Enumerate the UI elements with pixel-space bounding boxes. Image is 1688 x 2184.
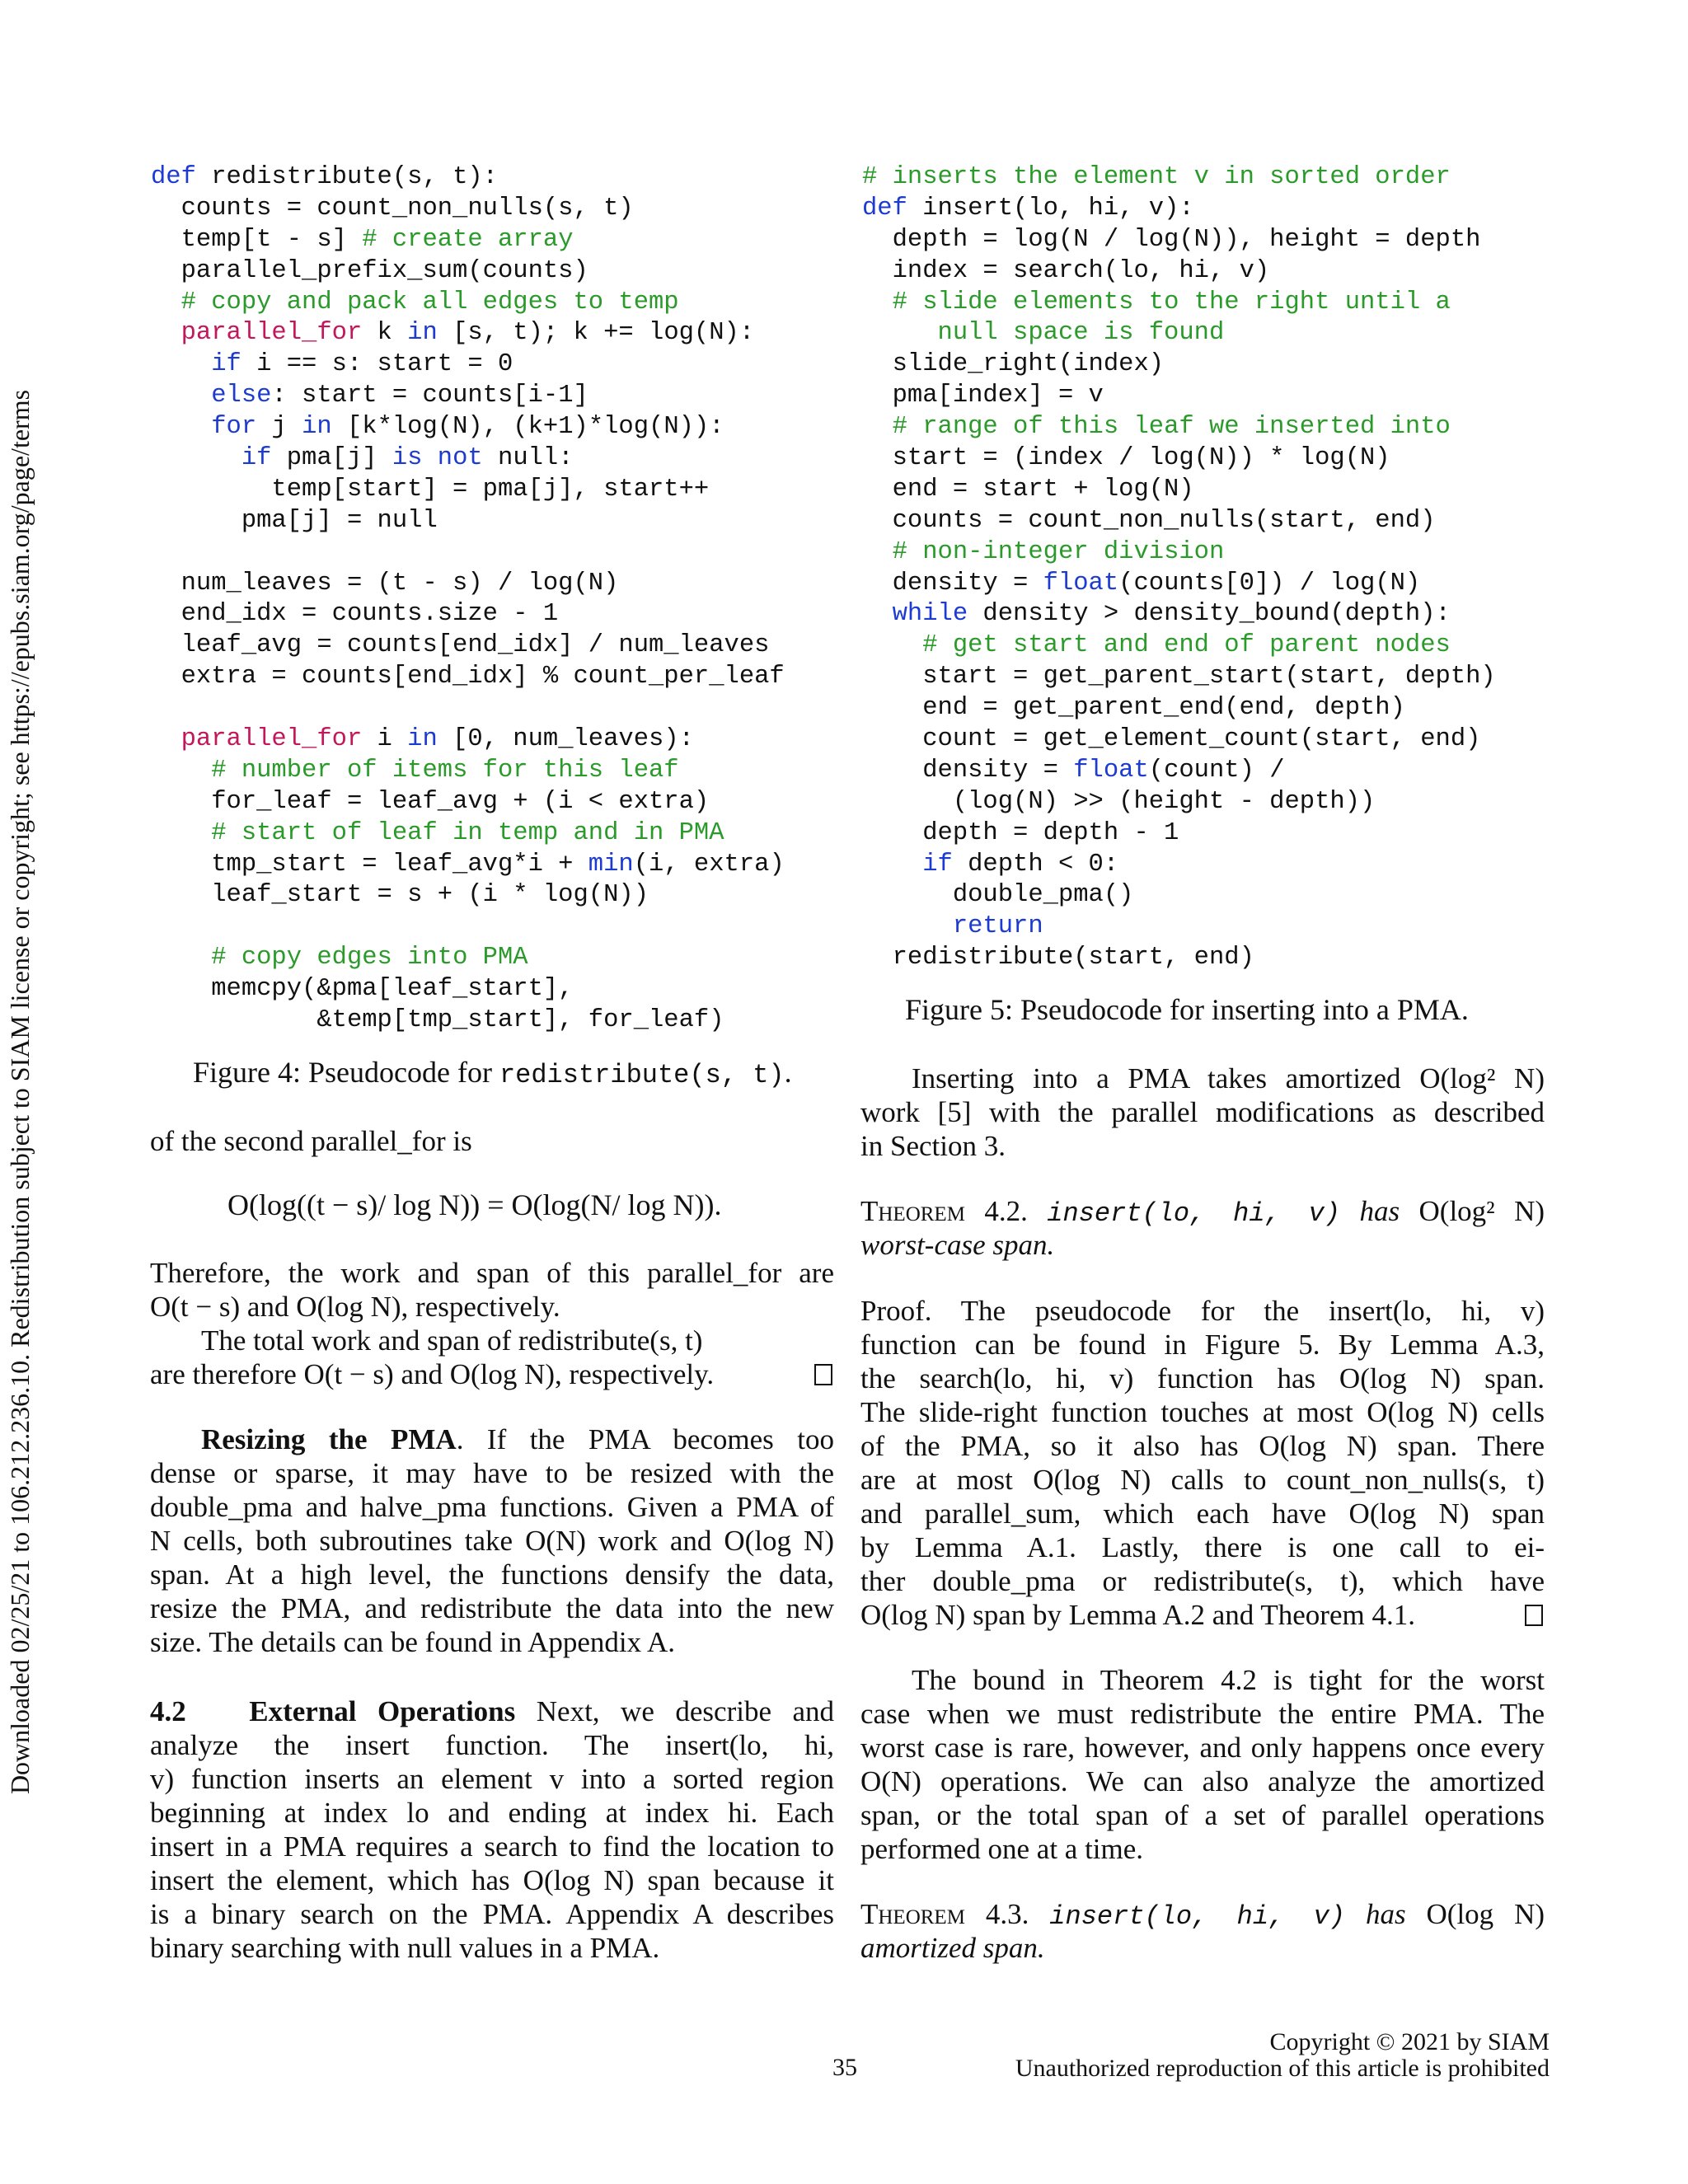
- code-line: counts = count_non_nulls(s, t): [151, 194, 634, 223]
- code-line: def redistribute(s, t):: [151, 163, 498, 191]
- code-line: for j in [k*log(N), (k+1)*log(N)):: [211, 413, 724, 442]
- right-line: function can be found in Figure 5. By Lemma A.3,: [860, 1329, 1545, 1361]
- resize-heading: Resizing the PMA: [201, 1423, 457, 1455]
- external-ops-paragraph: [150, 1694, 834, 1965]
- code-line: leaf_avg = counts[end_idx] / num_leaves: [151, 631, 770, 660]
- code-line: # number of items for this leaf: [211, 756, 679, 785]
- resize-line-1: [150, 1422, 834, 1456]
- code-line: start = (index / log(N)) * log(N): [862, 444, 1390, 473]
- figure4-caption-text: Figure 4: Pseudocode for: [193, 1056, 499, 1089]
- code-line: def insert(lo, hi, v):: [862, 194, 1194, 223]
- right-line: span, or the total span of a set of parallel operations: [860, 1799, 1545, 1831]
- right-line: by Lemma A.1. Lastly, there is one call to ei-: [860, 1531, 1545, 1563]
- section-title: External Operations: [249, 1695, 516, 1727]
- left-line: double_pma and halve_pma functions. Given a PMA of: [150, 1491, 834, 1523]
- figure4-caption-end: .: [784, 1056, 792, 1089]
- right-line: and parallel_sum, which each have O(log N) span: [860, 1497, 1545, 1530]
- right-line: O(N) operations. We can also analyze the amortized: [860, 1765, 1545, 1797]
- code-line: if depth < 0:: [922, 850, 1119, 879]
- code-line: if i == s: start = 0: [211, 350, 513, 379]
- left-line: size. The details can be found in Appendix A.: [150, 1626, 675, 1658]
- qed-square: [814, 1364, 832, 1385]
- download-notice: Downloaded 02/25/21 to 106.212.236.10. Redistribution subject to SIAM license or copyright; see https://epubs.siam.org/page/terms: [5, 389, 35, 1795]
- theorem-bound: O(log² N): [1418, 1195, 1545, 1227]
- left-line: binary searching with null values in a PMA.: [150, 1932, 660, 1964]
- left-line: . If the PMA becomes too: [456, 1423, 834, 1455]
- theorem-4-3: [860, 1897, 1545, 1965]
- copyright-notice: [1015, 2029, 1550, 2082]
- right-line: Proof. The pseudocode for the insert(lo, hi, v): [860, 1295, 1545, 1327]
- page-number: 35: [832, 2054, 857, 2081]
- left-line: N cells, both subroutines take O(N) work and O(log N): [150, 1525, 834, 1557]
- code-line: memcpy(&pma[leaf_start],: [151, 975, 574, 1004]
- code-line: double_pma(): [862, 881, 1134, 910]
- code-line: depth = log(N / log(N)), height = depth: [862, 225, 1481, 254]
- right-line: case when we must redistribute the entire PMA. The: [860, 1698, 1545, 1730]
- theorem-text: has: [1365, 1898, 1406, 1930]
- code-line: (log(N) >> (height - depth)): [862, 787, 1376, 816]
- code-line: [151, 912, 785, 943]
- code-line: leaf_start = s + (i * log(N)): [151, 881, 649, 910]
- right-line: amortized span.: [860, 1932, 1045, 1964]
- code-line: # range of this leaf we inserted into: [892, 413, 1451, 442]
- code-line: end_idx = counts.size - 1: [151, 600, 559, 629]
- code-line: redistribute(start, end): [862, 944, 1254, 972]
- section-heading-line: [150, 1694, 834, 1728]
- left-line: of the second parallel_for is: [150, 1125, 472, 1157]
- code-line: depth = depth - 1: [862, 818, 1179, 847]
- resize-paragraph: [150, 1422, 834, 1659]
- copyright-line: Copyright © 2021 by SIAM: [1269, 2028, 1550, 2055]
- code-line: for_leaf = leaf_avg + (i < extra): [151, 787, 710, 816]
- theorem-code: insert(lo, hi, v): [1049, 1901, 1346, 1932]
- section-number: 4.2: [150, 1695, 186, 1727]
- code-line: # start of leaf in temp and in PMA: [211, 818, 724, 847]
- code-line: density = float(count) /: [862, 756, 1285, 785]
- code-line: [151, 693, 785, 724]
- code-line: if pma[j] is not null:: [241, 444, 574, 473]
- code-line: parallel_for k in [s, t); k += log(N):: [181, 319, 755, 348]
- code-line: parallel_prefix_sum(counts): [151, 256, 588, 285]
- right-line: The slide-right function touches at most O(log N) cells: [860, 1396, 1545, 1428]
- code-line: extra = counts[end_idx] % count_per_leaf: [151, 663, 785, 691]
- code-line: pma[j] = null: [151, 506, 438, 535]
- theorem-code: insert(lo, hi, v): [1047, 1198, 1341, 1229]
- code-line: else: start = counts[i-1]: [211, 382, 588, 410]
- left-line: resize the PMA, and redistribute the data into the new: [150, 1592, 834, 1624]
- code-line: while density > density_bound(depth):: [892, 600, 1451, 629]
- code-line: count = get_element_count(start, end): [862, 725, 1481, 754]
- code-line: counts = count_non_nulls(start, end): [862, 506, 1436, 535]
- code-line: end = get_parent_end(end, depth): [862, 694, 1405, 723]
- code-line: tmp_start = leaf_avg*i + min(i, extra): [151, 850, 785, 879]
- left-line: is a binary search on the PMA. Appendix A describes: [150, 1898, 834, 1930]
- left-line: O(t − s) and O(log N), respectively.: [150, 1291, 560, 1323]
- theorem-label: Theorem 4.2.: [860, 1195, 1028, 1227]
- code-line: density = float(counts[0]) / log(N): [862, 569, 1421, 598]
- right-line: worst-case span.: [860, 1229, 1055, 1261]
- code-line: start = get_parent_start(start, depth): [862, 663, 1496, 691]
- right-text-p1: [860, 1062, 1545, 1163]
- left-line: dense or sparse, it may have to be resized with the: [150, 1457, 834, 1489]
- figure4-caption-code: redistribute(s, t): [499, 1060, 785, 1090]
- code-line: &temp[tmp_start], for_leaf): [151, 1006, 724, 1035]
- right-line: of the PMA, so it also has O(log N) span. There: [860, 1430, 1545, 1462]
- left-line: Next, we describe and: [515, 1695, 835, 1727]
- left-line: span. At a high level, the functions densify the data,: [150, 1558, 834, 1591]
- left-line: insert in a PMA requires a search to find the location to: [150, 1830, 834, 1863]
- qed-square: [1525, 1605, 1543, 1626]
- code-line: # copy edges into PMA: [211, 944, 528, 972]
- figure5-code-listing: [862, 162, 1496, 974]
- code-line: # slide elements to the right until a: [892, 288, 1451, 316]
- proof-paragraph: [860, 1294, 1545, 1632]
- left-line: analyze the insert function. The insert(lo, hi,: [150, 1729, 834, 1761]
- right-line: performed one at a time.: [860, 1833, 1144, 1865]
- code-line: temp[t - s] # create array: [151, 225, 574, 254]
- copyright-line: Unauthorized reproduction of this article is prohibited: [1015, 2055, 1550, 2082]
- figure4-caption: [193, 1055, 792, 1093]
- right-line: the search(lo, hi, v) function has O(log N) span.: [860, 1362, 1545, 1394]
- right-line: ther double_pma or redistribute(s, t), which have: [860, 1565, 1545, 1597]
- code-line: slide_right(index): [862, 350, 1165, 379]
- right-line: in Section 3.: [860, 1130, 1006, 1162]
- left-text-p1: [150, 1124, 834, 1158]
- theorem-label: Theorem 4.3.: [860, 1898, 1029, 1930]
- bound-paragraph: [860, 1663, 1545, 1866]
- code-line: # non-integer division: [892, 537, 1225, 566]
- theorem-bound: O(log N): [1426, 1898, 1545, 1930]
- theorem-text: has: [1359, 1195, 1400, 1227]
- figure4-code-listing: [151, 162, 785, 1037]
- right-line: O(log N) span by Lemma A.2 and Theorem 4.1.: [860, 1599, 1415, 1631]
- code-line: # copy and pack all edges to temp: [181, 288, 679, 316]
- equation-span: O(log((t − s)/ log N)) = O(log(N/ log N)).: [227, 1188, 722, 1221]
- right-line: worst case is rare, however, and only happens once every: [860, 1732, 1545, 1764]
- right-line: work [5] with the parallel modifications as described: [860, 1096, 1545, 1128]
- code-line: temp[start] = pma[j], start++: [151, 475, 710, 504]
- left-line: beginning at index lo and ending at index hi. Each: [150, 1797, 834, 1829]
- left-line: insert the element, which has O(log N) span because it: [150, 1864, 834, 1896]
- code-line: parallel_for i in [0, num_leaves):: [181, 725, 694, 754]
- theorem-4-2-line: [860, 1194, 1545, 1228]
- code-line: end = start + log(N): [862, 475, 1194, 504]
- code-line: pma[index] = v: [862, 382, 1104, 410]
- code-line: return: [952, 912, 1043, 941]
- code-line: # inserts the element v in sorted order: [862, 163, 1451, 191]
- right-line: Inserting into a PMA takes amortized O(log² N): [912, 1062, 1545, 1094]
- theorem-4-3-line: [860, 1897, 1545, 1931]
- right-line: The bound in Theorem 4.2 is tight for the worst: [912, 1664, 1545, 1696]
- left-line: v) function inserts an element v into a sorted region: [150, 1763, 834, 1795]
- code-line: [151, 537, 785, 569]
- theorem-4-2: [860, 1194, 1545, 1262]
- left-text-p2: [150, 1256, 834, 1391]
- code-line: index = search(lo, hi, v): [862, 256, 1270, 285]
- left-line: are therefore O(t − s) and O(log N), respectively.: [150, 1358, 715, 1390]
- figure5-caption: Figure 5: Pseudocode for inserting into a PMA.: [905, 993, 1469, 1026]
- code-line: # get start and end of parent nodes: [922, 631, 1451, 660]
- code-line: num_leaves = (t - s) / log(N): [151, 569, 619, 598]
- right-line: are at most O(log N) calls to count_non_nulls(s, t): [860, 1464, 1545, 1496]
- code-line: null space is found: [862, 319, 1225, 348]
- left-line: The total work and span of redistribute(s, t): [201, 1324, 703, 1357]
- left-line: Therefore, the work and span of this parallel_for are: [150, 1257, 834, 1289]
